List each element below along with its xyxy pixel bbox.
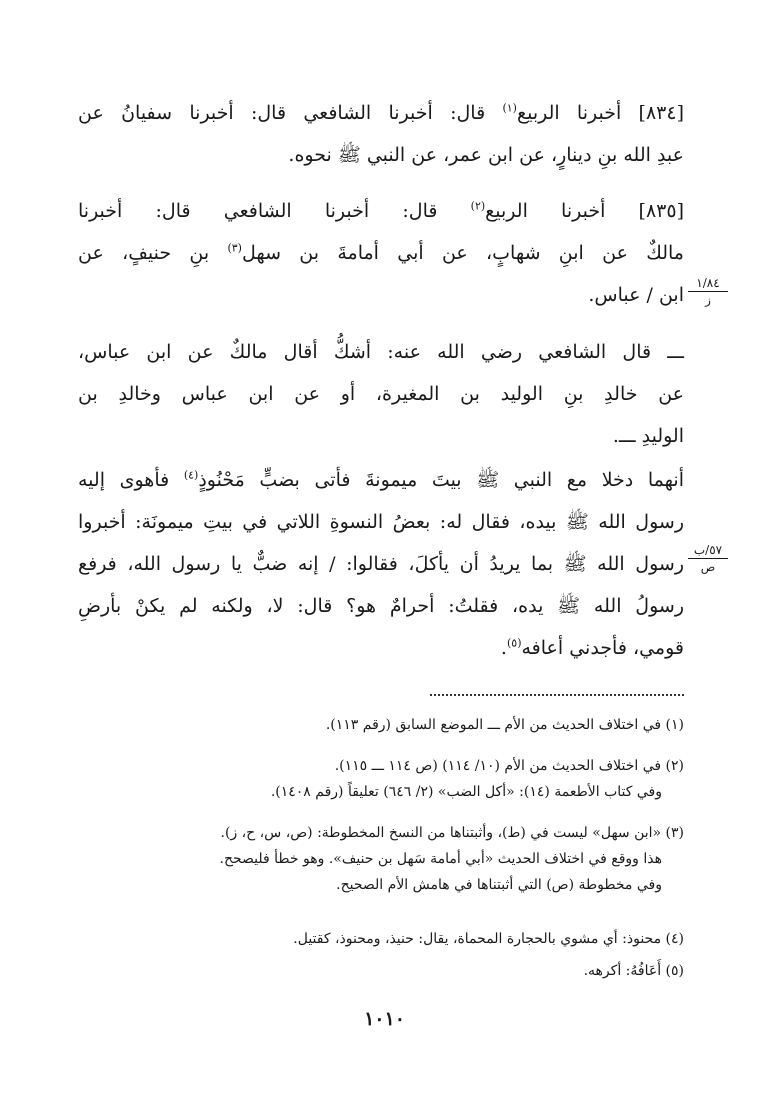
footnote-marker[interactable]: (٣) (227, 241, 242, 255)
text-line: مالكٌ عن ابنِ شهابٍ، عن أبي أمامةَ بن سهل$^{(٣)}$ بنِ حنيفٍ، عن (78, 241, 684, 264)
text-line: ابن / عباس. (588, 284, 684, 306)
text-line: الوليدِ ـــ. (612, 425, 684, 447)
page-number: ١٠١٠ (364, 1008, 405, 1030)
text-line: رسول الله ﷺ بيده، فقال له: بعضُ النسوةِ اللاتي في بيتِ ميمونَة: أخبروا (78, 511, 684, 533)
text-line: رسول الله ﷺ بما يريدُ أن يأكلَ، فقالوا: / إنه ضبٌّ يا رسول الله، فرفع (78, 553, 684, 575)
footnote-4: (٤) محنوذ: أي مشوي بالحجارة المحماة، يقال: حنيذ، ومحنوذ، كقتيل. (293, 931, 684, 947)
footnote-2: (٢) في اختلاف الحديث من الأم (١٠/ ١١٤) (ص ١١٤ ـــ ١١٥). وفي كتاب الأطعمة (١٤): «أكل الضب» (٢/ ٦٤٦) تعليقاً (رقم ١٤٠٨). (270, 758, 684, 800)
text-line: قومي، فأجدني أعافه$^{(٥)}$. (500, 636, 684, 659)
footnote-marker[interactable]: (١) (502, 101, 517, 115)
hadith-834 (78, 92, 684, 176)
footnote-3: (٣) «ابن سهل» ليست في (ط)، وأثبتناها من النسخ المخطوطة: (ص، س، ح، ز). هذا ووقع في اختلاف الحديث «أبي أمامة سَهل بن حنيف». وهو خطأ فليصحح. وفي مخطوطة (ص) التي أثبتناها في هامش الأم الصحيح. (219, 825, 684, 893)
margin-reference: ١/٨٤ ز (688, 276, 728, 307)
text-line: عبدِ الله بنِ دينارٍ، عن ابن عمر، عن النبي ﷺ نحوه. (288, 144, 684, 166)
text-line: عن خالدِ بنِ الوليد بن المغيرة، أو عن ابن عباس وخالدِ بن (78, 383, 684, 405)
footnote-5: (٥) أَعَافُهُ: أكرهه. (583, 963, 684, 979)
footnote-marker[interactable]: (٥) (506, 636, 522, 650)
text-line: أنهما دخلا مع النبي ﷺ بيتَ ميمونةَ فأتى بضبٍّ مَحْنُوذٍ$^{(٤)}$ فأهوى إليه (78, 468, 684, 491)
text-line: رسولُ الله ﷺ يده، فقلتُ: أحرامٌ هو؟ قال: لا، ولكنه لم يكنْ بأرضِ (78, 595, 684, 617)
shafii-comment (78, 331, 684, 457)
footnote-marker[interactable]: (٢) (470, 199, 486, 213)
text-line: [٨٣٤] أخبرنا الربيع$^{(١)}$ قال: أخبرنا الشافعي قال: أخبرنا سفيانُ عن (78, 101, 684, 124)
footnote-marker[interactable]: (٤) (183, 468, 199, 482)
text-line: [٨٣٥] أخبرنا الربيع$^{(٢)}$ قال: أخبرنا الشافعي قال: أخبرنا (78, 199, 684, 222)
footnote-1: (١) في اختلاف الحديث من الأم ـــ الموضع السابق (رقم ١١٣). (325, 717, 684, 733)
margin-reference: ٥٧/ب ص (688, 543, 728, 574)
hadith-835 (78, 190, 684, 316)
text-line: ـــ قال الشافعي رضي الله عنه: أشكُّ أقال مالكٌ عن ابن عباس، (78, 341, 685, 363)
narration (78, 459, 684, 669)
footnote-separator (430, 694, 684, 700)
